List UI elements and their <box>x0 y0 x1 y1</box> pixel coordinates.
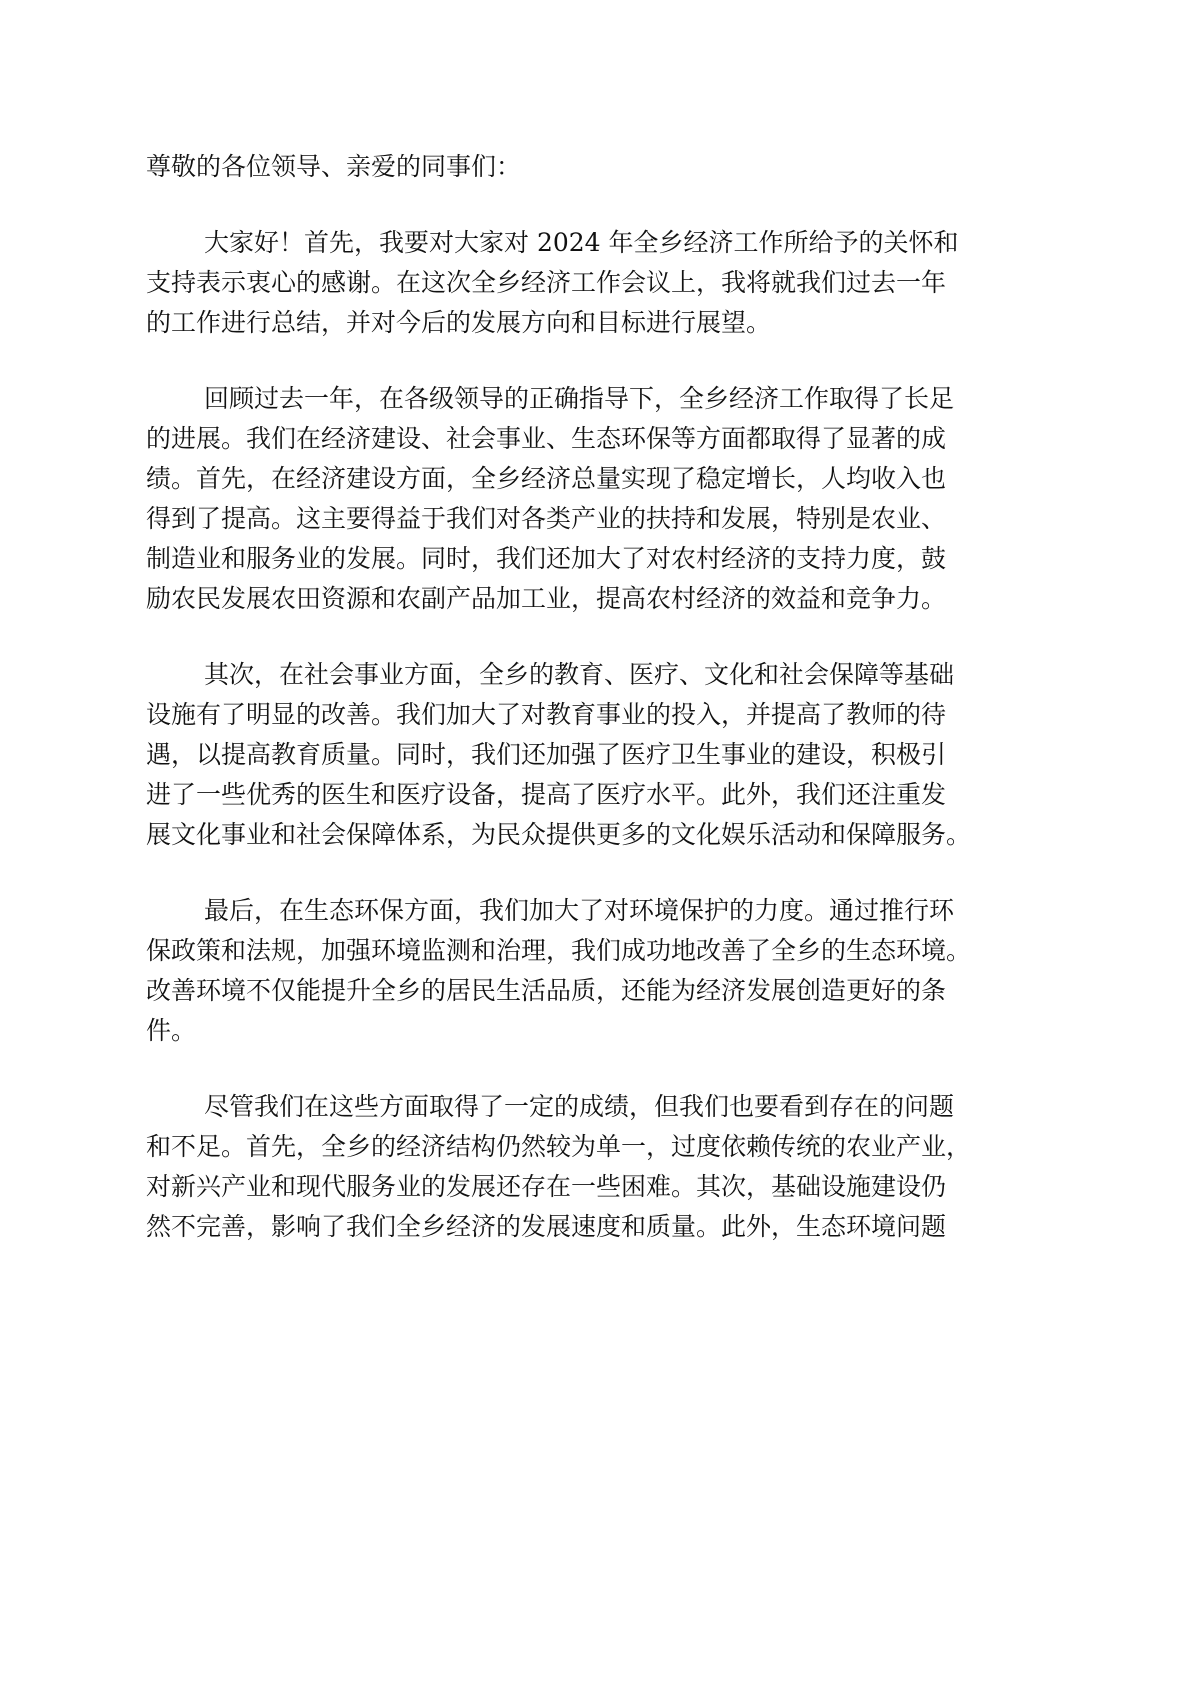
paragraph-line: 励农民发展农田资源和农副产品加工业，提高农村经济的效益和竞争力。 <box>146 584 947 613</box>
paragraph-line: 大家好！首先，我要对大家对 2024 年全乡经济工作所给予的关怀和 <box>204 228 959 257</box>
paragraph-ecology <box>146 891 1056 1051</box>
paragraph-line: 尽管我们在这些方面取得了一定的成绩，但我们也要看到存在的问题 <box>204 1092 955 1121</box>
paragraph-line: 对新兴产业和现代服务业的发展还存在一些困难。其次，基础设施建设仍 <box>146 1172 947 1201</box>
paragraph-line: 遇，以提高教育质量。同时，我们还加强了医疗卫生事业的建设，积极引 <box>146 740 947 769</box>
paragraph-line: 件。 <box>146 1016 197 1045</box>
paragraph-line: 绩。首先，在经济建设方面，全乡经济总量实现了稳定增长，人均收入也 <box>146 464 947 493</box>
document-body <box>146 147 1056 1283</box>
paragraph-line: 保政策和法规，加强环境监测和治理，我们成功地改善了全乡的生态环境。 <box>146 936 972 965</box>
paragraph-problems <box>146 1087 1056 1247</box>
paragraph-social <box>146 655 1056 855</box>
paragraph-line: 的进展。我们在经济建设、社会事业、生态环保等方面都取得了显著的成 <box>146 424 947 453</box>
paragraph-line: 进了一些优秀的医生和医疗设备，提高了医疗水平。此外，我们还注重发 <box>146 780 947 809</box>
paragraph-line: 其次，在社会事业方面，全乡的教育、医疗、文化和社会保障等基础 <box>204 660 955 689</box>
paragraph-greeting <box>146 223 1056 343</box>
paragraph-line: 得到了提高。这主要得益于我们对各类产业的扶持和发展，特别是农业、 <box>146 504 947 533</box>
salutation-paragraph <box>146 147 1056 187</box>
paragraph-line: 回顾过去一年，在各级领导的正确指导下，全乡经济工作取得了长足 <box>204 384 955 413</box>
salutation-line: 尊敬的各位领导、亲爱的同事们： <box>146 152 522 181</box>
paragraph-review <box>146 379 1056 619</box>
paragraph-line: 展文化事业和社会保障体系，为民众提供更多的文化娱乐活动和保障服务。 <box>146 820 972 849</box>
paragraph-line: 和不足。首先，全乡的经济结构仍然较为单一，过度依赖传统的农业产业， <box>146 1132 972 1161</box>
paragraph-line: 最后，在生态环保方面，我们加大了对环境保护的力度。通过推行环 <box>204 896 955 925</box>
paragraph-line: 制造业和服务业的发展。同时，我们还加大了对农村经济的支持力度，鼓 <box>146 544 947 573</box>
paragraph-line: 支持表示衷心的感谢。在这次全乡经济工作会议上，我将就我们过去一年 <box>146 268 947 297</box>
paragraph-line: 设施有了明显的改善。我们加大了对教育事业的投入，并提高了教师的待 <box>146 700 947 729</box>
paragraph-line: 的工作进行总结，并对今后的发展方向和目标进行展望。 <box>146 308 772 337</box>
paragraph-line: 然不完善，影响了我们全乡经济的发展速度和质量。此外，生态环境问题 <box>146 1212 947 1241</box>
paragraph-line: 改善环境不仅能提升全乡的居民生活品质，还能为经济发展创造更好的条 <box>146 976 947 1005</box>
